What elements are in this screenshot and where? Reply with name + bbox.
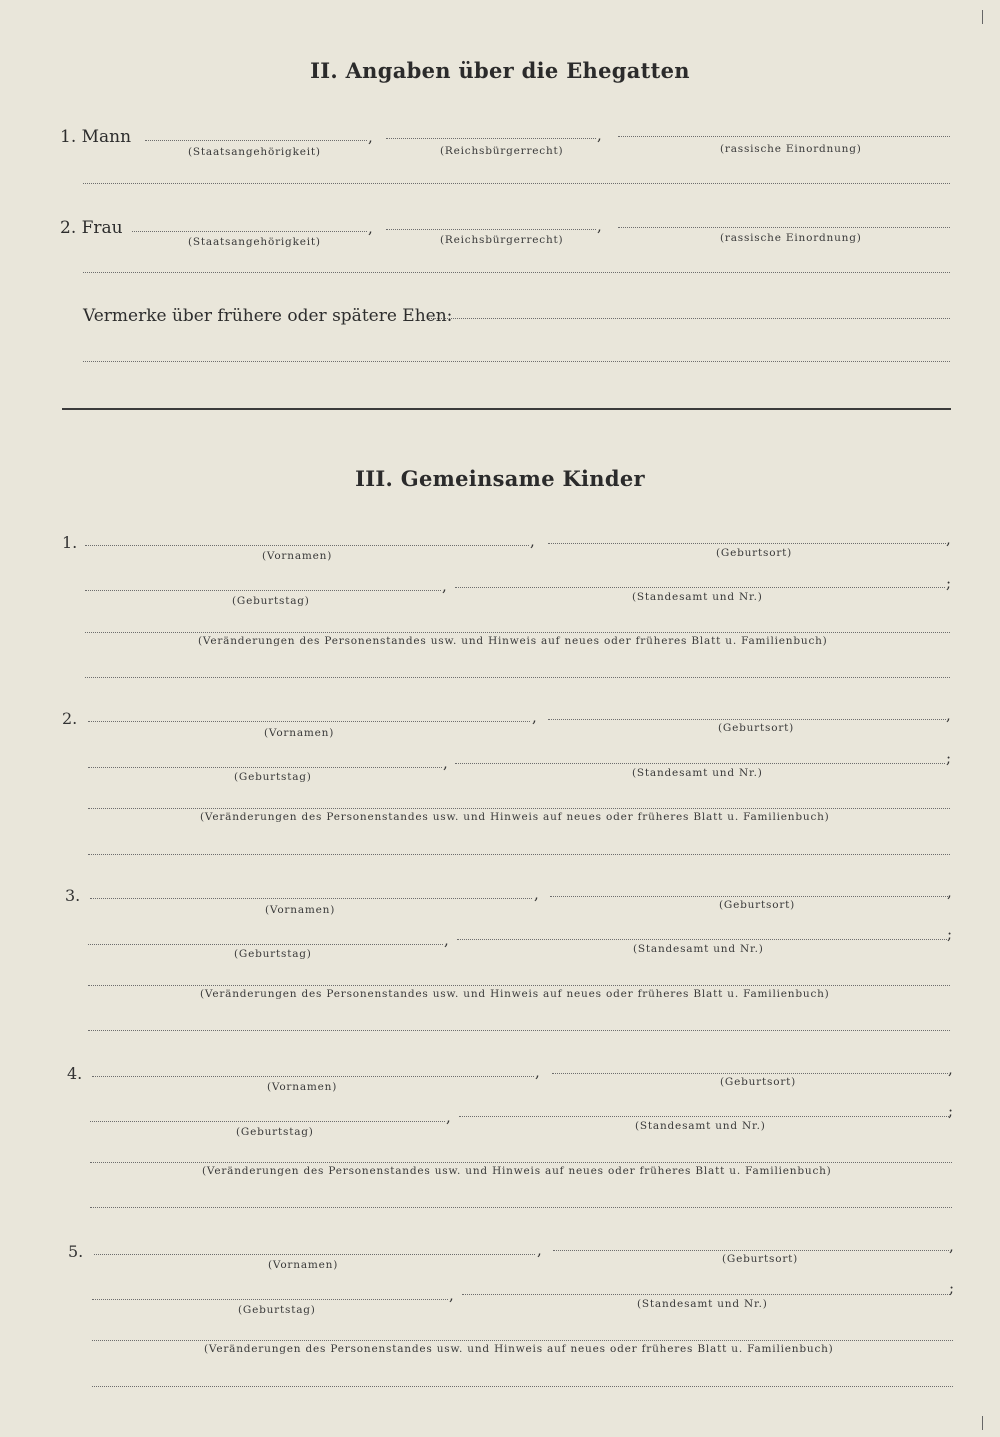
comma: , bbox=[442, 577, 447, 595]
caption-geburtsort: (Geburtsort) bbox=[719, 899, 796, 911]
semicolon: ; bbox=[949, 1279, 955, 1297]
comma: , bbox=[534, 885, 539, 903]
field-line-standesamt[interactable] bbox=[455, 763, 945, 764]
field-line-geburtstag[interactable] bbox=[85, 590, 441, 591]
comma: , bbox=[535, 1063, 540, 1081]
semicolon: ; bbox=[947, 925, 953, 943]
field-line-veraenderungen-2[interactable] bbox=[92, 1386, 953, 1387]
caption-reichsbuergerrecht: (Reichsbürgerrecht) bbox=[440, 234, 564, 246]
caption-veraenderungen: (Veränderungen des Personenstandes usw. und Hinweis auf neues oder früheres Blatt u. Familienbuch) bbox=[200, 988, 830, 1000]
section-iii-heading: III. Gemeinsame Kinder bbox=[355, 466, 645, 491]
child-number: 1. bbox=[62, 533, 78, 552]
comma: , bbox=[530, 532, 535, 550]
field-line-vornamen[interactable] bbox=[88, 721, 530, 722]
field-line-staatsangehoerigkeit[interactable] bbox=[132, 231, 367, 232]
caption-vornamen: (Vornamen) bbox=[264, 727, 335, 739]
comma: , bbox=[532, 708, 537, 726]
semicolon: ; bbox=[946, 574, 952, 592]
field-line-vornamen[interactable] bbox=[94, 1254, 535, 1255]
semicolon: ; bbox=[948, 1102, 954, 1120]
caption-standesamt: (Standesamt und Nr.) bbox=[635, 1120, 766, 1132]
field-line-veraenderungen[interactable] bbox=[90, 1162, 952, 1163]
field-line-geburtstag[interactable] bbox=[88, 944, 443, 945]
comma: , bbox=[946, 530, 951, 548]
caption-staatsangehoerigkeit: (Staatsangehörigkeit) bbox=[188, 146, 321, 158]
field-line-reichsbuergerrecht[interactable] bbox=[386, 229, 596, 230]
field-line-continuation[interactable] bbox=[83, 183, 950, 184]
caption-standesamt: (Standesamt und Nr.) bbox=[632, 767, 763, 779]
field-line-veraenderungen[interactable] bbox=[85, 632, 950, 633]
caption-geburtstag: (Geburtstag) bbox=[238, 1304, 316, 1316]
caption-geburtsort: (Geburtsort) bbox=[720, 1076, 797, 1088]
caption-geburtstag: (Geburtstag) bbox=[234, 771, 312, 783]
field-line-geburtstag[interactable] bbox=[92, 1299, 448, 1300]
spouse-label-frau: 2. Frau bbox=[60, 218, 123, 238]
comma: , bbox=[537, 1241, 542, 1259]
field-line-geburtsort[interactable] bbox=[548, 719, 946, 720]
caption-veraenderungen: (Veränderungen des Personenstandes usw. und Hinweis auf neues oder früheres Blatt u. Familienbuch) bbox=[200, 811, 830, 823]
field-line-geburtstag[interactable] bbox=[88, 767, 442, 768]
field-line-staatsangehoerigkeit[interactable] bbox=[145, 140, 367, 141]
caption-veraenderungen: (Veränderungen des Personenstandes usw. und Hinweis auf neues oder früheres Blatt u. Familienbuch) bbox=[202, 1165, 832, 1177]
child-number: 3. bbox=[65, 886, 81, 905]
comma: , bbox=[597, 126, 602, 144]
caption-geburtsort: (Geburtsort) bbox=[718, 722, 795, 734]
field-line-veraenderungen-2[interactable] bbox=[85, 677, 950, 678]
page-edge-mark bbox=[982, 1416, 983, 1430]
field-line-standesamt[interactable] bbox=[455, 587, 945, 588]
child-number: 5. bbox=[68, 1242, 84, 1261]
caption-veraenderungen: (Veränderungen des Personenstandes usw. und Hinweis auf neues oder früheres Blatt u. Familienbuch) bbox=[204, 1343, 834, 1355]
caption-geburtsort: (Geburtsort) bbox=[722, 1253, 799, 1265]
section-ii-heading: II. Angaben über die Ehegatten bbox=[310, 58, 690, 83]
field-line-geburtsort[interactable] bbox=[552, 1073, 948, 1074]
field-line-rassische-einordnung[interactable] bbox=[618, 136, 950, 137]
field-line-standesamt[interactable] bbox=[459, 1116, 949, 1117]
field-line-standesamt[interactable] bbox=[462, 1294, 950, 1295]
caption-vornamen: (Vornamen) bbox=[268, 1259, 339, 1271]
field-line-vornamen[interactable] bbox=[90, 898, 532, 899]
caption-reichsbuergerrecht: (Reichsbürgerrecht) bbox=[440, 145, 564, 157]
remarks-field-line-2[interactable] bbox=[83, 361, 950, 362]
comma: , bbox=[446, 1108, 451, 1126]
field-line-vornamen[interactable] bbox=[85, 545, 529, 546]
comma: , bbox=[947, 883, 952, 901]
remarks-label: Vermerke über frühere oder spätere Ehen: bbox=[83, 306, 453, 326]
caption-standesamt: (Standesamt und Nr.) bbox=[637, 1298, 768, 1310]
caption-vornamen: (Vornamen) bbox=[265, 904, 336, 916]
comma: , bbox=[449, 1286, 454, 1304]
semicolon: ; bbox=[946, 749, 952, 767]
field-line-continuation[interactable] bbox=[83, 272, 950, 273]
caption-standesamt: (Standesamt und Nr.) bbox=[633, 943, 764, 955]
field-line-geburtsort[interactable] bbox=[550, 896, 948, 897]
caption-vornamen: (Vornamen) bbox=[267, 1081, 338, 1093]
caption-geburtsort: (Geburtsort) bbox=[716, 547, 793, 559]
caption-geburtstag: (Geburtstag) bbox=[236, 1126, 314, 1138]
field-line-rassische-einordnung[interactable] bbox=[618, 227, 950, 228]
comma: , bbox=[368, 219, 373, 237]
section-divider bbox=[62, 408, 951, 410]
caption-staatsangehoerigkeit: (Staatsangehörigkeit) bbox=[188, 236, 321, 248]
field-line-reichsbuergerrecht[interactable] bbox=[386, 138, 596, 139]
field-line-vornamen[interactable] bbox=[92, 1076, 534, 1077]
comma: , bbox=[443, 754, 448, 772]
caption-rassische-einordnung: (rassische Einordnung) bbox=[720, 143, 862, 155]
field-line-standesamt[interactable] bbox=[457, 939, 947, 940]
field-line-veraenderungen-2[interactable] bbox=[88, 854, 950, 855]
comma: , bbox=[597, 217, 602, 235]
comma: , bbox=[946, 706, 951, 724]
page-edge-mark bbox=[982, 10, 983, 24]
field-line-veraenderungen[interactable] bbox=[88, 808, 950, 809]
field-line-geburtstag[interactable] bbox=[90, 1121, 445, 1122]
field-line-veraenderungen[interactable] bbox=[88, 985, 950, 986]
comma: , bbox=[368, 128, 373, 146]
child-number: 2. bbox=[62, 709, 78, 728]
remarks-field-line[interactable] bbox=[428, 318, 950, 319]
caption-standesamt: (Standesamt und Nr.) bbox=[632, 591, 763, 603]
comma: , bbox=[444, 931, 449, 949]
caption-veraenderungen: (Veränderungen des Personenstandes usw. und Hinweis auf neues oder früheres Blatt u. Familienbuch) bbox=[198, 635, 828, 647]
caption-geburtstag: (Geburtstag) bbox=[232, 595, 310, 607]
caption-geburtstag: (Geburtstag) bbox=[234, 948, 312, 960]
spouse-label-mann: 1. Mann bbox=[60, 127, 132, 147]
field-line-veraenderungen-2[interactable] bbox=[88, 1030, 950, 1031]
caption-rassische-einordnung: (rassische Einordnung) bbox=[720, 232, 862, 244]
field-line-veraenderungen-2[interactable] bbox=[90, 1207, 952, 1208]
comma: , bbox=[949, 1237, 954, 1255]
field-line-veraenderungen[interactable] bbox=[92, 1340, 953, 1341]
field-line-geburtsort[interactable] bbox=[548, 543, 946, 544]
comma: , bbox=[948, 1060, 953, 1078]
field-line-geburtsort[interactable] bbox=[553, 1250, 949, 1251]
child-number: 4. bbox=[67, 1064, 83, 1083]
caption-vornamen: (Vornamen) bbox=[262, 550, 333, 562]
